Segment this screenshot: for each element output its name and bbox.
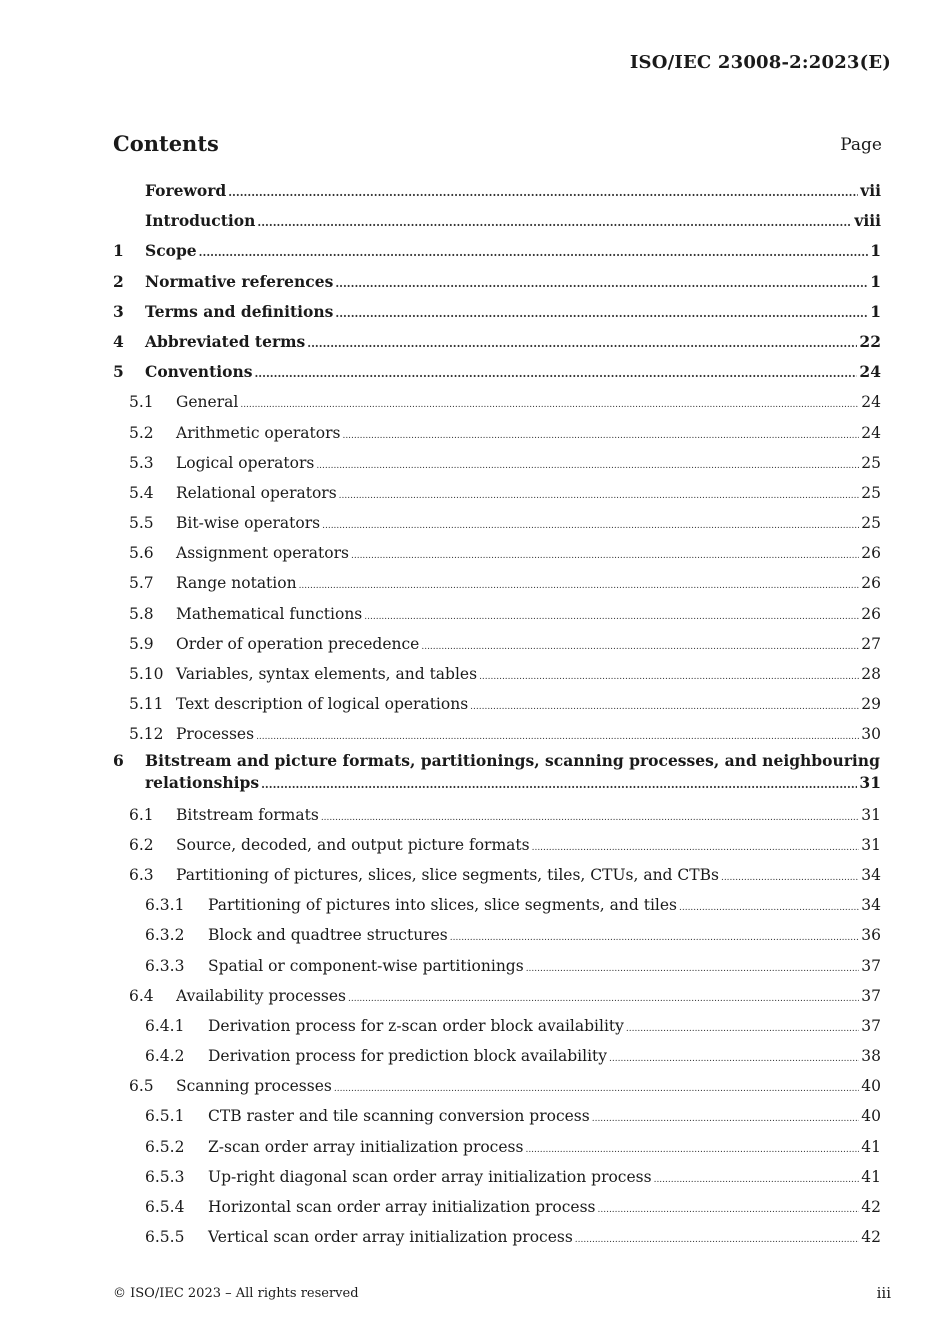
toc-entry-title: Normative references bbox=[145, 271, 334, 291]
toc-entry-number: 5.10 bbox=[129, 665, 164, 683]
toc-entry[interactable] bbox=[113, 448, 881, 478]
dot-leader bbox=[256, 722, 859, 752]
toc-entry-page: 34 bbox=[861, 896, 881, 915]
toc-entry-title: Source, decoded, and output picture formats bbox=[176, 835, 530, 854]
dot-leader bbox=[525, 1135, 859, 1165]
toc-entry-page: 41 bbox=[861, 1167, 881, 1186]
dot-leader bbox=[199, 238, 869, 268]
dot-leader bbox=[316, 451, 859, 481]
dot-leader bbox=[626, 1014, 859, 1044]
toc-entry-number: 5 bbox=[113, 362, 124, 382]
toc-entry-number: 6.3.1 bbox=[145, 896, 185, 915]
toc-entry-title: Bit-wise operators bbox=[176, 514, 321, 533]
toc-entry[interactable] bbox=[113, 236, 881, 266]
toc-entry-title: Text description of logical operations bbox=[176, 695, 469, 714]
toc-entry[interactable] bbox=[113, 206, 881, 236]
toc-entry-title: Vertical scan order array initialization process bbox=[208, 1228, 573, 1247]
toc-entry-title: General bbox=[176, 393, 239, 412]
dot-leader bbox=[228, 178, 858, 208]
toc-entry-title: Order of operation precedence bbox=[176, 634, 420, 653]
toc-entry-page: 31 bbox=[861, 805, 881, 824]
dot-leader bbox=[450, 923, 860, 953]
toc-entry-page: vii bbox=[860, 181, 881, 200]
toc-entry-page: 36 bbox=[861, 926, 881, 945]
dot-leader bbox=[307, 329, 857, 359]
dot-leader bbox=[334, 1074, 859, 1104]
toc-entry-number: 6.2 bbox=[129, 835, 154, 854]
toc-entry[interactable] bbox=[113, 538, 881, 568]
table-of-contents bbox=[113, 176, 881, 1252]
toc-entry[interactable] bbox=[113, 659, 881, 689]
toc-entry-page: 40 bbox=[861, 1077, 881, 1096]
toc-entry[interactable] bbox=[113, 1011, 881, 1041]
toc-entry[interactable] bbox=[113, 1101, 881, 1131]
toc-entry-title: Partitioning of pictures, slices, slice segments, tiles, CTUs, and CTBs bbox=[176, 865, 719, 884]
dot-leader bbox=[321, 803, 859, 833]
toc-entry-title: Logical operators bbox=[176, 453, 315, 472]
toc-entry-page: 22 bbox=[859, 331, 881, 351]
toc-entry-title: Availability processes bbox=[176, 986, 346, 1005]
toc-entry-page: 31 bbox=[859, 772, 881, 792]
toc-entry-page: 24 bbox=[861, 393, 881, 412]
dot-leader bbox=[721, 863, 859, 893]
toc-entry[interactable] bbox=[113, 689, 881, 719]
toc-entry-number: 4 bbox=[113, 331, 124, 351]
toc-entry-page: 40 bbox=[861, 1107, 881, 1126]
toc-entry-title: Z-scan order array initialization process bbox=[208, 1137, 524, 1156]
toc-entry-page: 1 bbox=[870, 301, 881, 321]
toc-entry-number: 6.5.2 bbox=[145, 1137, 185, 1156]
toc-entry-title: Bitstream formats bbox=[176, 805, 319, 824]
toc-entry-number: 5.7 bbox=[129, 574, 154, 593]
toc-entry-number: 6.3 bbox=[129, 865, 154, 884]
toc-entry-number: 6.5.4 bbox=[145, 1198, 185, 1216]
toc-entry-number: 5.12 bbox=[129, 725, 164, 744]
dot-leader bbox=[598, 1195, 860, 1225]
toc-entry-title: Derivation process for z-scan order block availability bbox=[208, 1016, 624, 1035]
toc-entry[interactable] bbox=[113, 599, 881, 629]
toc-entry-page: 38 bbox=[861, 1047, 881, 1066]
toc-entry-number: 6 bbox=[113, 750, 124, 770]
dot-leader bbox=[257, 208, 852, 238]
toc-entry-number: 6.4.2 bbox=[145, 1047, 185, 1066]
dot-leader bbox=[351, 541, 859, 571]
toc-entry-title: Terms and definitions bbox=[145, 301, 334, 321]
toc-entry[interactable] bbox=[113, 176, 881, 206]
dot-leader bbox=[335, 299, 868, 329]
toc-entry-title-line1: Bitstream and picture formats, partitionings, scanning processes, and neighbouring bbox=[145, 750, 880, 770]
toc-entry-number: 6.3.3 bbox=[145, 956, 185, 975]
dot-leader bbox=[421, 632, 859, 662]
toc-entry-title: Relational operators bbox=[176, 483, 337, 502]
toc-entry-title: Conventions bbox=[145, 362, 253, 382]
toc-entry-number: 1 bbox=[113, 241, 124, 261]
toc-entry[interactable] bbox=[113, 508, 881, 538]
toc-entry-page: 26 bbox=[861, 574, 881, 593]
toc-entry-number: 5.8 bbox=[129, 604, 154, 623]
toc-entry-title: CTB raster and tile scanning conversion process bbox=[208, 1107, 590, 1126]
toc-entry[interactable] bbox=[113, 418, 881, 448]
dot-leader bbox=[532, 833, 860, 863]
toc-entry-title: Scanning processes bbox=[176, 1077, 332, 1096]
toc-entry-number: 6.4.1 bbox=[145, 1016, 185, 1035]
toc-entry-page: 1 bbox=[870, 271, 881, 291]
toc-entry-page: 25 bbox=[861, 483, 881, 502]
toc-entry-number: 5.4 bbox=[129, 483, 154, 502]
toc-entry-number: 6.5.5 bbox=[145, 1228, 185, 1247]
dot-leader bbox=[470, 692, 859, 722]
toc-entry-number: 3 bbox=[113, 301, 124, 321]
toc-entry-title: Range notation bbox=[176, 574, 297, 593]
toc-entry-page: 29 bbox=[861, 695, 881, 714]
toc-entry-title: Spatial or component-wise partitionings bbox=[208, 956, 524, 975]
toc-entry-title: Variables, syntax elements, and tables bbox=[176, 665, 478, 683]
toc-entry-title-line2: relationships bbox=[145, 772, 260, 792]
toc-entries-part1 bbox=[113, 176, 881, 750]
toc-entry-page: 24 bbox=[861, 423, 881, 442]
toc-entry-title: Processes bbox=[176, 725, 255, 744]
toc-entry-title: Mathematical functions bbox=[176, 604, 363, 623]
toc-entry[interactable] bbox=[113, 1132, 881, 1162]
toc-entry-page: 24 bbox=[859, 362, 881, 382]
toc-entry-number: 6.5.3 bbox=[145, 1167, 185, 1186]
dot-leader bbox=[479, 662, 859, 692]
dot-leader bbox=[342, 421, 859, 451]
toc-entry[interactable] bbox=[113, 387, 881, 417]
toc-entry[interactable] bbox=[113, 297, 881, 327]
toc-entry-page: 42 bbox=[861, 1228, 881, 1247]
toc-entry[interactable] bbox=[113, 1041, 881, 1071]
toc-entry-title: Foreword bbox=[145, 181, 227, 200]
dot-leader bbox=[261, 774, 857, 796]
toc-entry-title: Block and quadtree structures bbox=[208, 926, 448, 945]
toc-entry-title: Assignment operators bbox=[176, 544, 349, 563]
dot-leader bbox=[526, 954, 860, 984]
toc-entry[interactable] bbox=[113, 951, 881, 981]
toc-entry-number: 5.6 bbox=[129, 544, 154, 563]
toc-entry-number: 2 bbox=[113, 271, 124, 291]
toc-entry-number: 5.11 bbox=[129, 695, 164, 714]
toc-entry-number: 5.5 bbox=[129, 514, 154, 533]
toc-entry-page: 41 bbox=[861, 1137, 881, 1156]
toc-entry[interactable] bbox=[113, 890, 881, 920]
toc-entry[interactable] bbox=[113, 327, 881, 357]
toc-entry-6[interactable] bbox=[113, 750, 881, 772]
dot-leader bbox=[322, 511, 859, 541]
toc-entry-number: 5.9 bbox=[129, 634, 154, 653]
toc-entry-number: 5.2 bbox=[129, 423, 154, 442]
toc-entry[interactable] bbox=[113, 629, 881, 659]
toc-entry[interactable] bbox=[113, 920, 881, 950]
toc-entry-page: 30 bbox=[861, 725, 881, 744]
toc-entry-6-continuation[interactable] bbox=[113, 772, 881, 800]
toc-entry-number: 5.1 bbox=[129, 393, 154, 412]
toc-entries-part2 bbox=[113, 800, 881, 1253]
toc-entry-title: Arithmetic operators bbox=[176, 423, 341, 442]
toc-entry-number: 6.3.2 bbox=[145, 926, 185, 945]
toc-entry-number: 6.4 bbox=[129, 986, 154, 1005]
toc-entry-title: Horizontal scan order array initialization process bbox=[208, 1198, 596, 1216]
toc-entry[interactable] bbox=[113, 1222, 881, 1252]
dot-leader bbox=[592, 1104, 860, 1134]
toc-entry[interactable] bbox=[113, 981, 881, 1011]
toc-entry[interactable] bbox=[113, 1071, 881, 1101]
toc-entry-page: 26 bbox=[861, 544, 881, 563]
toc-entry-number: 6.1 bbox=[129, 805, 154, 824]
toc-entry-page: viii bbox=[854, 211, 881, 231]
toc-entry-title: Abbreviated terms bbox=[145, 331, 306, 351]
page-column-label: Page bbox=[840, 135, 882, 155]
toc-entry-title: Scope bbox=[145, 241, 197, 261]
toc-entry-page: 28 bbox=[861, 665, 881, 683]
toc-entry-page: 31 bbox=[861, 835, 881, 854]
toc-entry-title: Up-right diagonal scan order array initialization process bbox=[208, 1167, 652, 1186]
dot-leader bbox=[254, 359, 857, 389]
dot-leader bbox=[679, 893, 859, 923]
dot-leader bbox=[240, 390, 859, 420]
toc-entry-title: Derivation process for prediction block availability bbox=[208, 1047, 608, 1066]
dot-leader bbox=[575, 1225, 859, 1255]
toc-entry-page: 34 bbox=[861, 865, 881, 884]
toc-entry[interactable] bbox=[113, 800, 881, 830]
contents-heading: Contents bbox=[113, 131, 219, 156]
toc-entry[interactable] bbox=[113, 719, 881, 749]
dot-leader bbox=[348, 984, 859, 1014]
toc-entry-page: 25 bbox=[861, 514, 881, 533]
toc-entry[interactable] bbox=[113, 1192, 881, 1222]
toc-entry-page: 1 bbox=[870, 241, 881, 261]
dot-leader bbox=[364, 602, 859, 632]
toc-entry[interactable] bbox=[113, 357, 881, 387]
toc-entry[interactable] bbox=[113, 1162, 881, 1192]
toc-entry-page: 37 bbox=[861, 1016, 881, 1035]
toc-entry[interactable] bbox=[113, 267, 881, 297]
dot-leader bbox=[335, 269, 868, 299]
document-id: ISO/IEC 23008-2:2023(E) bbox=[629, 52, 891, 73]
toc-entry[interactable] bbox=[113, 568, 881, 598]
toc-entry-page: 37 bbox=[861, 956, 881, 975]
toc-entry-page: 42 bbox=[861, 1198, 881, 1216]
toc-entry-title: Partitioning of pictures into slices, slice segments, and tiles bbox=[208, 896, 677, 915]
page-number: iii bbox=[876, 1284, 891, 1302]
copyright-notice: © ISO/IEC 2023 – All rights reserved bbox=[113, 1286, 359, 1301]
toc-entry[interactable] bbox=[113, 860, 881, 890]
dot-leader bbox=[609, 1044, 859, 1074]
toc-entry[interactable] bbox=[113, 478, 881, 508]
dot-leader bbox=[654, 1165, 860, 1195]
toc-entry-page: 25 bbox=[861, 453, 881, 472]
dot-leader bbox=[299, 571, 860, 601]
toc-entry-number: 6.5 bbox=[129, 1077, 154, 1096]
toc-entry-page: 37 bbox=[861, 986, 881, 1005]
toc-entry-title: Introduction bbox=[145, 211, 256, 231]
toc-entry-page: 27 bbox=[861, 634, 881, 653]
toc-entry[interactable] bbox=[113, 830, 881, 860]
toc-entry-page: 26 bbox=[861, 604, 881, 623]
toc-entry-number: 6.5.1 bbox=[145, 1107, 185, 1126]
toc-entry-number: 5.3 bbox=[129, 453, 154, 472]
dot-leader bbox=[339, 481, 860, 511]
